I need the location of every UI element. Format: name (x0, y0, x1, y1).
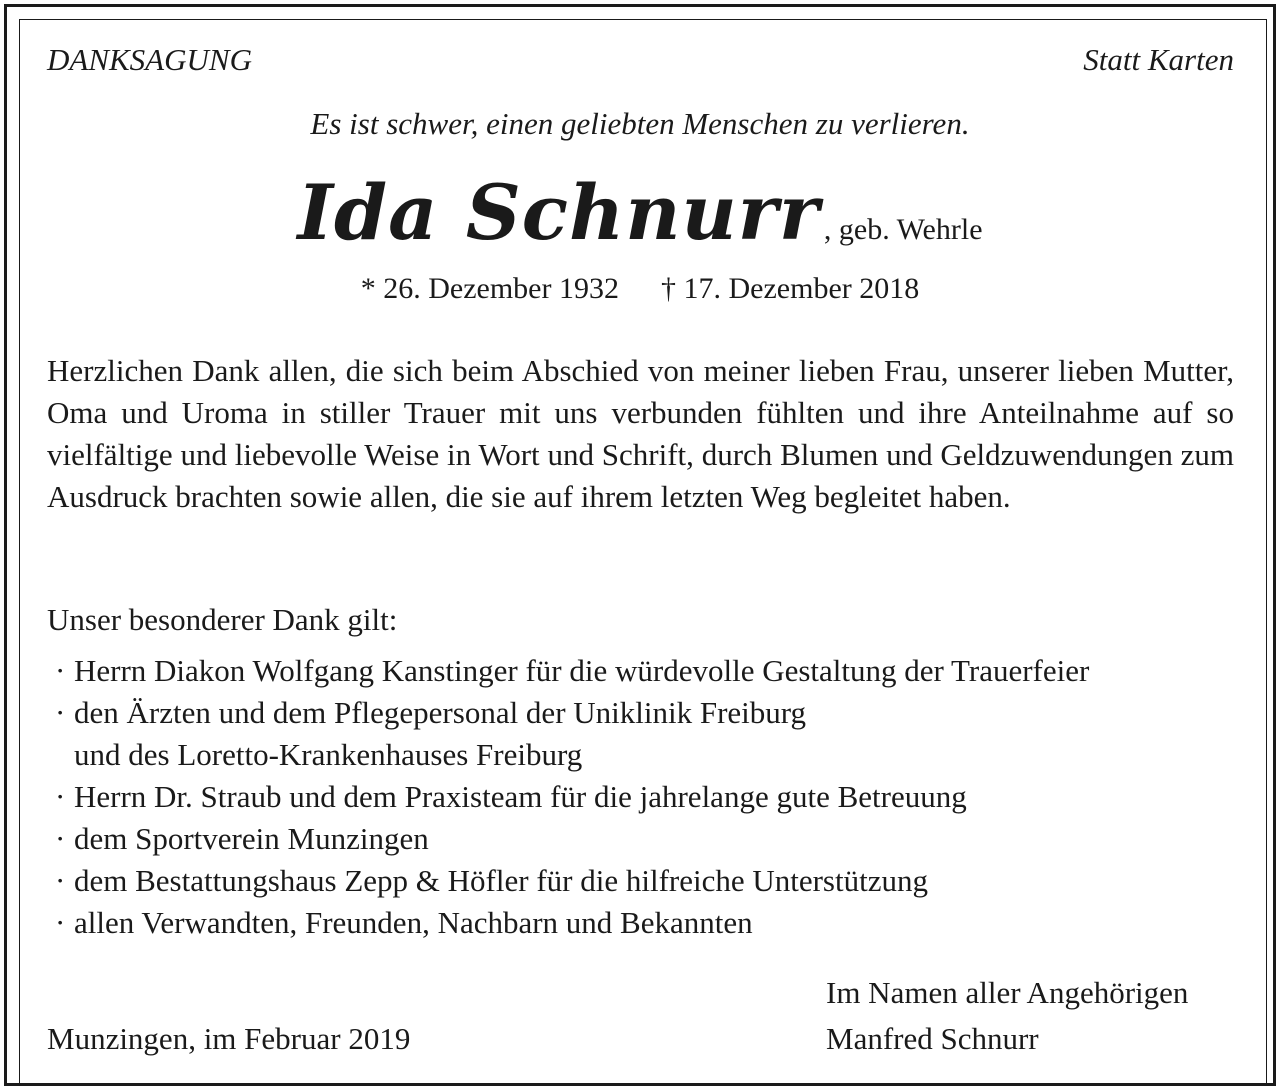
thanks-intro: Unser besonderer Dank gilt: (47, 602, 398, 637)
header-left: DANKSAGUNG (47, 42, 252, 77)
thanks-list-text: Herrn Dr. Straub und dem Praxisteam für die jahrelange gute Betreuung (74, 779, 967, 814)
thanks-list-text: dem Sportverein Munzingen (74, 821, 429, 856)
thanks-list-item (55, 818, 1089, 860)
signature-line-2: Manfred Schnurr (826, 1021, 1039, 1056)
thanks-list-item (55, 860, 1089, 902)
list-bullet: · (55, 779, 66, 814)
thanks-list-continuation: und des Loretto-Krankenhauses Freiburg (74, 737, 583, 772)
list-bullet: · (55, 695, 66, 730)
place-date: Munzingen, im Februar 2019 (47, 1021, 411, 1056)
signature-line-1: Im Namen aller Angehörigen (826, 975, 1189, 1010)
birth-name: , geb. Wehrle (823, 213, 983, 246)
thanks-paragraph: Herzlichen Dank allen, die sich beim Abschied von meiner lieben Frau, unserer lieben Mutter, Oma und Uroma in stiller Trauer mit uns verbunden fühlten und ihre Anteilnahme auf so vielfältige und liebevolle Weise in Wort und Schrift, durch Blumen und Geldzuwendungen zum Ausdruck brachten sowie allen, die sie auf ihrem letzten Weg begleitet haben. (47, 353, 1234, 514)
thanks-list-item (55, 650, 1089, 692)
thanks-list-text: dem Bestattungshaus Zepp & Höfler für die hilfreiche Unterstützung (74, 863, 928, 898)
thanks-list-text: allen Verwandten, Freunden, Nachbarn und Bekannten (74, 905, 753, 940)
deceased-name-row (0, 168, 1280, 257)
deceased-name: Ida Schnurr (297, 168, 820, 257)
life-dates (0, 272, 1280, 306)
header-right: Statt Karten (1083, 42, 1234, 77)
list-bullet: · (55, 653, 66, 688)
thanks-list-text: Herrn Diakon Wolfgang Kanstinger für die würdevolle Gestaltung der Trauerfeier (74, 653, 1090, 688)
thanks-list-item (55, 902, 1089, 944)
list-bullet: · (55, 905, 66, 940)
motto: Es ist schwer, einen geliebten Menschen zu verlieren. (310, 106, 970, 141)
thanks-list (55, 650, 1089, 944)
death-date: † 17. Dezember 2018 (661, 272, 920, 305)
thanks-list-item (55, 776, 1089, 818)
birth-date: * 26. Dezember 1932 (360, 272, 619, 305)
thanks-list-item (55, 692, 1089, 776)
list-bullet: · (55, 821, 66, 856)
list-bullet: · (55, 863, 66, 898)
thanks-list-text: den Ärzten und dem Pflegepersonal der Uniklinik Freiburg (74, 695, 807, 730)
